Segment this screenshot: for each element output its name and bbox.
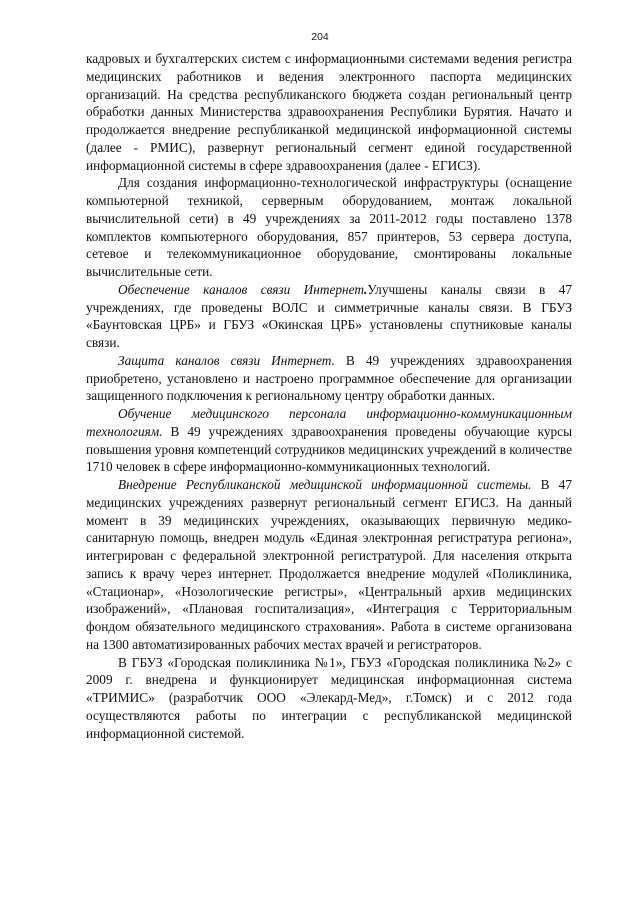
paragraph-7 — [86, 654, 572, 743]
paragraph-5 — [86, 405, 572, 476]
section-heading-staff-training: Обучение медицинского персонала информационно-коммуникационным технологиям. — [86, 406, 572, 439]
paragraph-7-text: В ГБУЗ «Городская поликлиника №1», ГБУЗ «Городская поликлиника №2» с 2009 г. внедрена и функционирует медицинская информационная система «ТРИМИС» (разработчик ООО «Элекард-Мед», г.Томск) и с 2012 года осуществляются работы по интеграции с республиканской медицинской информационной системой. — [86, 654, 572, 741]
paragraph-4-text: В 49 учреждениях здравоохранения приобретено, установлено и настроено программное обеспечение для организации защищенного подключения к региональному центру обработки данных. — [86, 352, 572, 404]
paragraph-2 — [86, 174, 572, 281]
section-heading-channel-protection: Защита каналов связи Интернет. — [118, 352, 335, 368]
heading-period: . — [363, 281, 368, 297]
document-body — [86, 50, 572, 742]
paragraph-1 — [86, 50, 572, 174]
paragraph-3-text: Улучшены каналы связи в 47 учреждениях, где проведены ВОЛС и симметричные каналы связи. В ГБУЗ «Баунтовская ЦРБ» и ГБУЗ «Окинская ЦРБ» установлены спутниковые каналы связи. — [86, 281, 572, 350]
page-number: 204 — [311, 31, 329, 43]
section-heading-rmis-implementation: Внедрение Республиканской медицинской информационной системы. — [118, 477, 532, 492]
paragraph-6 — [86, 476, 572, 654]
paragraph-5-text: В 49 учреждениях здравоохранения проведены обучающие курсы повышения уровня компетенций сотрудников медицинских учреждений в количестве 1710 человек в сфере информационно-коммуникационных технологий. — [86, 423, 572, 475]
section-heading-internet-channels: Обеспечение каналов связи Интернет — [118, 281, 364, 297]
paragraph-4 — [86, 352, 572, 405]
paragraph-3 — [86, 281, 572, 352]
paragraph-6-text: В 47 медицинских учреждениях развернут региональный сегмент ЕГИСЗ. На данный момент в 39 медицинских учреждениях, оказывающих первичную медико-санитарную помощь, внедрен модуль «Единая электронная регистратура региона», интегрирован с федеральной электронной регистратурой. Для населения открыта запись к врачу через интернет. Продолжается внедрение модулей «Поликлиника, «Стационар», «Нозологические регистры», «Центральный архив медицинских изображений», «Плановая госпитализация», «Интеграция с Территориальным фондом обязательного медицинского страхования». Работа в системе организована на 1300 автоматизированных рабочих местах врачей и регистраторов. — [86, 477, 572, 652]
paragraph-2-text: Для создания информационно-технологической инфраструктуры (оснащение компьютерной техникой, серверным оборудованием, монтаж локальной вычислительной сети) в 49 учреждениях за 2011-2012 годы поставлено 1378 комплектов компьютерного оборудования, 857 принтеров, 53 сервера доступа, сетевое и телекоммуникационное оборудование, смонтированы локальные вычислительные сети. — [86, 175, 572, 279]
paragraph-1-text: кадровых и бухгалтерских систем с информационными системами ведения регистра медицинских работников и ведения электронного паспорта медицинских организаций. На средства республиканского бюджета создан региональный центр обработки данных Министерства здравоохранения Республики Бурятия. Начато и продолжается внедрение республиканкой медицинской информационной системы (далее - РМИС), развернут региональный сегмент единой государственной информационной системы в сфере здравоохранения (далее - ЕГИСЗ). — [86, 51, 572, 173]
